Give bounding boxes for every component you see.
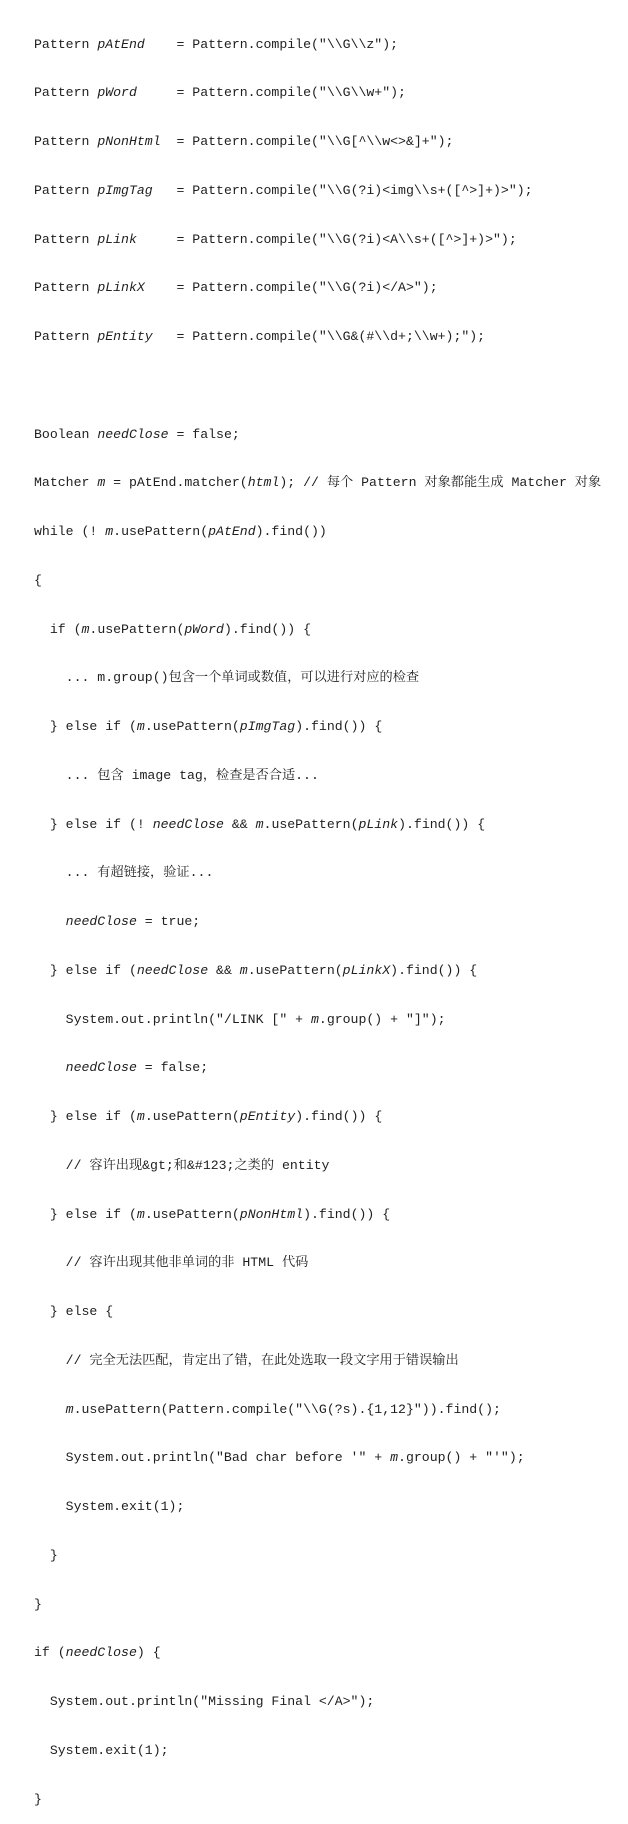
code-line-pattern-pNonHtml: Pattern pNonHtml = Pattern.compile("\\G[^\\w<>&]+"); xyxy=(34,134,454,149)
code-line-elseif-pnonhtml: } else if (m.usePattern(pNonHtml).find()) { xyxy=(34,1206,391,1222)
code-line-elseif-plinkx: } else if (needClose && m.usePattern(pLinkX).find()) { xyxy=(34,962,478,978)
code-line-pattern-pWord: Pattern pWord = Pattern.compile("\\G\\w+"); xyxy=(34,85,406,101)
code-line-pattern-pLinkX: Pattern pLinkX = Pattern.compile("\\G(?i)</A>"); xyxy=(34,280,438,296)
code-line-exit-2: System.exit(1); xyxy=(34,1742,169,1758)
code-line-needclose-decl: Boolean needClose = false; xyxy=(34,426,240,442)
code-line-while: while (! m.usePattern(pAtEnd).find()) xyxy=(34,524,327,539)
code-line-close-if: } xyxy=(34,1791,42,1807)
code-line-open-brace: { xyxy=(34,572,42,588)
code-line-needclose-true: needClose = true; xyxy=(65,914,201,929)
code-line-close-else: } xyxy=(34,1547,58,1563)
code-line-close-while: } xyxy=(34,1596,42,1612)
code-line-elseif-pentity: } else if (m.usePattern(pEntity).find()) { xyxy=(34,1109,383,1124)
code-line-else: } else { xyxy=(34,1304,114,1319)
code-line-pattern-pAtEnd: Pattern pAtEnd = Pattern.compile("\\G\\z"); xyxy=(34,36,399,52)
code-line-usepattern-error: m.usePattern(Pattern.compile("\\G(?s).{1,12}")).find(); xyxy=(65,1401,501,1417)
code-line-println-badchar: System.out.println("Bad char before '" + m.group() + "'"); xyxy=(34,1450,525,1466)
code-line-comment-link: ... 有超链接，验证... xyxy=(34,865,214,881)
code-line-exit-1: System.exit(1); xyxy=(34,1499,185,1514)
code-line-comment-nonhtml: // 容许出现其他非单词的非 HTML 代码 xyxy=(34,1255,309,1271)
code-line-pattern-pEntity: Pattern pEntity = Pattern.compile("\\G&(#\\d+;\\w+);"); xyxy=(34,329,486,344)
blank-line xyxy=(34,378,601,394)
code-line-comment-error: // 完全无法匹配，肯定出了错，在此处选取一段文字用于错误输出 xyxy=(34,1352,459,1368)
code-line-println-missing: System.out.println("Missing Final </A>"); xyxy=(34,1694,375,1709)
code-line-matcher-decl: Matcher m = pAtEnd.matcher(html); // 每个 Pattern 对象都能生成 Matcher 对象 xyxy=(34,475,602,491)
code-line-elseif-plink: } else if (! needClose && m.usePattern(pLink).find()) { xyxy=(34,816,486,832)
code-line-comment-imgtag: ... 包含 image tag，检查是否合适... xyxy=(34,767,319,783)
code-line-if-needclose: if (needClose) { xyxy=(34,1645,161,1661)
code-line-println-link: System.out.println("/LINK [" + m.group() + "]"); xyxy=(34,1011,446,1027)
code-line-comment-entity: // 容许出现&gt;和&#123;之类的 entity xyxy=(34,1157,330,1173)
code-line-pattern-pImgTag: Pattern pImgTag = Pattern.compile("\\G(?i)<img\\s+([^>]+)>"); xyxy=(34,182,533,198)
code-line-elseif-pimgtag: } else if (m.usePattern(pImgTag).find()) { xyxy=(34,719,383,734)
code-line-needclose-false: needClose = false; xyxy=(65,1060,209,1076)
code-listing xyxy=(34,4,601,1824)
code-line-pattern-pLink: Pattern pLink = Pattern.compile("\\G(?i)<A\\s+([^>]+)>"); xyxy=(34,231,517,247)
code-line-comment-word: ... m.group()包含一个单词或数值，可以进行对应的检查 xyxy=(34,670,420,686)
code-line-if-pword: if (m.usePattern(pWord).find()) { xyxy=(34,621,312,637)
